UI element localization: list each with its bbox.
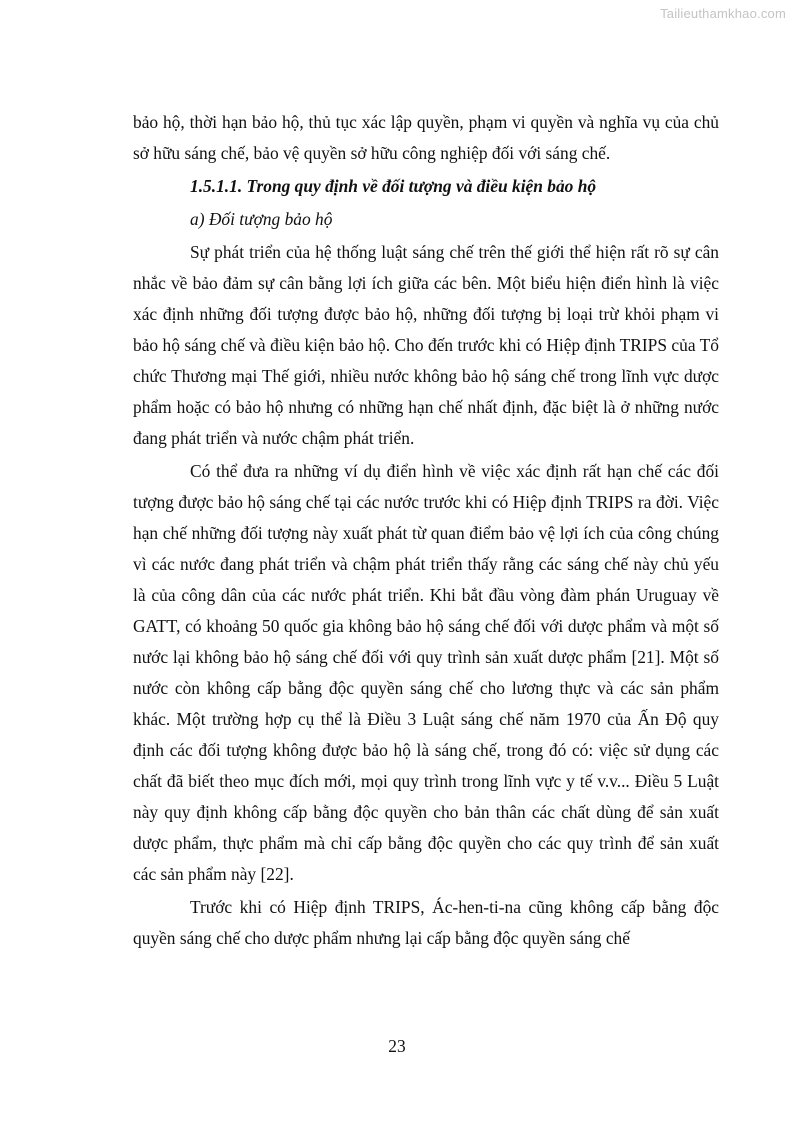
- paragraph-1: Sự phát triển của hệ thống luật sáng chế trên thế giới thể hiện rất rõ sự cân nhắc về bảo đảm sự cân bằng lợi ích giữa các bên. Một biểu hiện điển hình là việc xác định những đối tượng được bảo hộ, những đối tượng bị loại trừ khỏi phạm vi bảo hộ sáng chế và điều kiện bảo hộ. Cho đến trước khi có Hiệp định TRIPS của Tổ chức Thương mại Thế giới, nhiều nước không bảo hộ sáng chế trong lĩnh vực dược phẩm hoặc có bảo hộ nhưng có những hạn chế nhất định, đặc biệt là ở những nước đang phát triển và nước chậm phát triển.: [133, 242, 719, 448]
- continuation-paragraph: bảo hộ, thời hạn bảo hộ, thủ tục xác lập quyền, phạm vi quyền và nghĩa vụ của chủ sở hữu sáng chế, bảo vệ quyền sở hữu công nghiệp đối với sáng chế.: [133, 112, 719, 163]
- subsection-heading: a) Đối tượng bảo hộ: [190, 209, 333, 229]
- page-number: 23: [388, 1036, 406, 1056]
- document-body: [133, 107, 719, 954]
- section-heading: 1.5.1.1. Trong quy định về đối tượng và điều kiện bảo hộ: [190, 176, 597, 196]
- paragraph-3: Trước khi có Hiệp định TRIPS, Ác-hen-ti-na cũng không cấp bằng độc quyền sáng chế cho dược phẩm nhưng lại cấp bằng độc quyền sáng chế: [133, 897, 719, 948]
- paragraph-2: Có thể đưa ra những ví dụ điển hình về việc xác định rất hạn chế các đối tượng được bảo hộ sáng chế tại các nước trước khi có Hiệp định TRIPS ra đời. Việc hạn chế những đối tượng này xuất phát từ quan điểm bảo vệ lợi ích của công chúng vì các nước đang phát triển và chậm phát triển thấy rằng các sáng chế này chủ yếu là của công dân của các nước phát triển. Khi bắt đầu vòng đàm phán Uruguay về GATT, có khoảng 50 quốc gia không bảo hộ sáng chế đối với dược phẩm và một số nước lại không bảo hộ sáng chế đối với quy trình sản xuất dược phẩm [21]. Một số nước còn không cấp bằng độc quyền sáng chế cho lương thực và các sản phẩm khác. Một trường hợp cụ thể là Điều 3 Luật sáng chế năm 1970 của Ấn Độ quy định các đối tượng không được bảo hộ là sáng chế, trong đó có: việc sử dụng các chất đã biết theo mục đích mới, mọi quy trình trong lĩnh vực y tế v.v... Điều 5 Luật này quy định không cấp bằng độc quyền cho bản thân các chất dùng để sản xuất dược phẩm, thực phẩm mà chỉ cấp bằng độc quyền cho các quy trình để sản xuất các sản phẩm này [22].: [133, 461, 719, 884]
- watermark: Tailieuthamkhao.com: [660, 6, 786, 21]
